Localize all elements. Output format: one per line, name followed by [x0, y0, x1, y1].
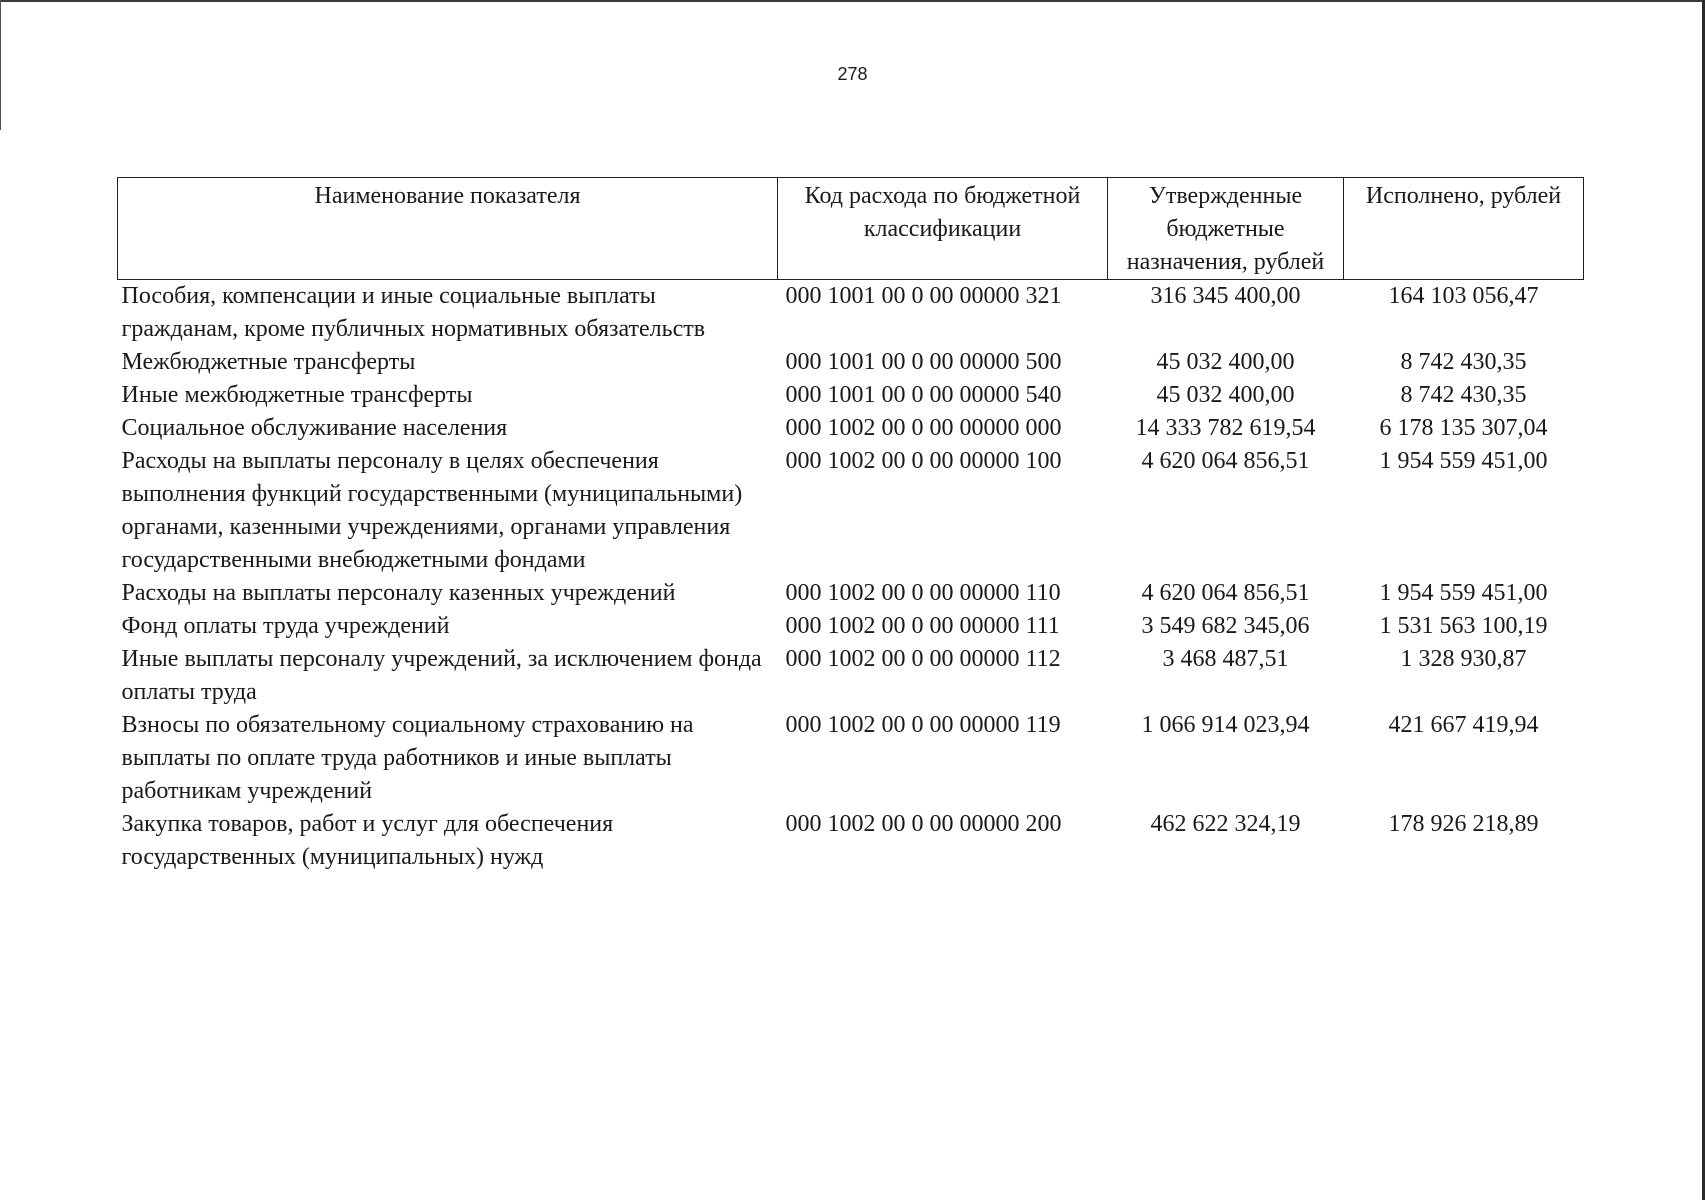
row-name: Закупка товаров, работ и услуг для обеспечения государственных (муниципальных) нужд	[121, 811, 614, 870]
row-executed: 421 667 419,94	[1388, 712, 1539, 738]
row-executed: 164 103 056,47	[1388, 283, 1539, 309]
table-row	[118, 280, 1584, 347]
row-approved: 4 620 064 856,51	[1141, 580, 1310, 606]
table-row	[118, 643, 1584, 709]
row-approved: 45 032 400,00	[1156, 382, 1295, 408]
header-approved-amount: Утвержденные бюджетные назначения, рублей	[1108, 178, 1344, 280]
table-row	[118, 346, 1584, 379]
row-code: 000 1002 00 0 00 00000 111	[785, 613, 1060, 639]
row-code: 000 1002 00 0 00 00000 119	[785, 712, 1061, 738]
row-executed: 1 954 559 451,00	[1379, 448, 1548, 474]
row-code: 000 1001 00 0 00 00000 540	[785, 382, 1062, 408]
row-name: Пособия, компенсации и иные социальные выплаты гражданам, кроме публичных нормативных обязательств	[121, 283, 706, 342]
row-executed: 1 954 559 451,00	[1379, 580, 1548, 606]
header-executed-amount: Исполнено, рублей	[1344, 178, 1584, 280]
row-name: Фонд оплаты труда учреждений	[121, 613, 450, 639]
row-code: 000 1001 00 0 00 00000 321	[785, 283, 1062, 309]
page-number: 278	[837, 64, 868, 84]
table-row	[118, 379, 1584, 412]
row-name: Иные выплаты персоналу учреждений, за исключением фонда оплаты труда	[121, 646, 762, 705]
row-executed: 8 742 430,35	[1400, 382, 1527, 408]
header-row	[118, 178, 1584, 280]
table-row	[118, 808, 1584, 874]
table-row	[118, 709, 1584, 808]
row-approved: 3 468 487,51	[1162, 646, 1289, 672]
row-approved: 3 549 682 345,06	[1141, 613, 1310, 639]
row-executed: 6 178 135 307,04	[1379, 415, 1548, 441]
row-executed: 8 742 430,35	[1400, 349, 1527, 375]
row-code: 000 1001 00 0 00 00000 500	[785, 349, 1062, 375]
row-code: 000 1002 00 0 00 00000 200	[785, 811, 1062, 837]
row-name: Расходы на выплаты персоналу в целях обеспечения выполнения функций государственными (муниципальными) органами, казенными учреждениями, органами управления государственными внебюджетными фондами	[121, 448, 743, 573]
row-name: Взносы по обязательному социальному страхованию на выплаты по оплате труда работников и иные выплаты работникам учреждений	[121, 712, 694, 804]
row-code: 000 1002 00 0 00 00000 000	[785, 415, 1062, 441]
row-approved: 462 622 324,19	[1150, 811, 1301, 837]
table-row	[118, 577, 1584, 610]
row-code: 000 1002 00 0 00 00000 100	[785, 448, 1062, 474]
row-approved: 14 333 782 619,54	[1135, 415, 1316, 441]
row-approved: 1 066 914 023,94	[1141, 712, 1310, 738]
row-name: Социальное обслуживание населения	[121, 415, 508, 441]
header-indicator-name: Наименование показателя	[118, 178, 778, 280]
row-executed: 1 531 563 100,19	[1379, 613, 1548, 639]
table-row	[118, 412, 1584, 445]
row-approved: 316 345 400,00	[1150, 283, 1301, 309]
row-approved: 4 620 064 856,51	[1141, 448, 1310, 474]
row-name: Иные межбюджетные трансферты	[121, 382, 473, 408]
row-approved: 45 032 400,00	[1156, 349, 1295, 375]
row-code: 000 1002 00 0 00 00000 112	[785, 646, 1061, 672]
table-body	[118, 280, 1584, 875]
row-name: Расходы на выплаты персоналу казенных учреждений	[121, 580, 676, 606]
table-header	[118, 178, 1584, 280]
row-name: Межбюджетные трансферты	[121, 349, 416, 375]
table-row	[118, 445, 1584, 577]
header-budget-code: Код расхода по бюджетной классификации	[778, 178, 1108, 280]
budget-execution-table	[117, 177, 1584, 874]
row-code: 000 1002 00 0 00 00000 110	[785, 580, 1061, 606]
row-executed: 1 328 930,87	[1400, 646, 1527, 672]
row-executed: 178 926 218,89	[1388, 811, 1539, 837]
table-row	[118, 610, 1584, 643]
scan-edge-top	[0, 0, 1705, 2]
